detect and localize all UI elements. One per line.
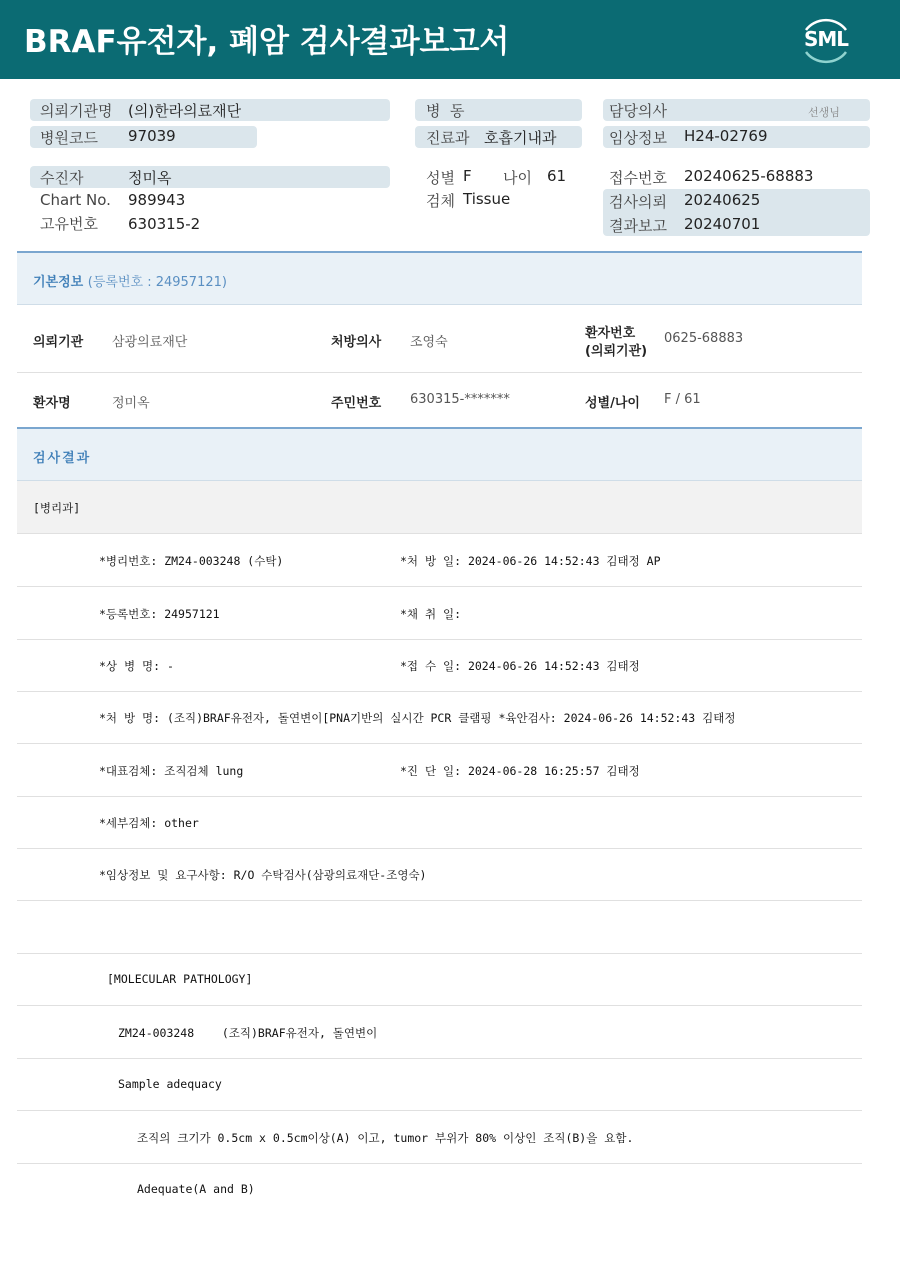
sex-value: F — [463, 167, 472, 185]
sex-age-value: F / 61 — [664, 392, 701, 407]
prescriber-label: 처방의사 — [331, 335, 382, 350]
patient-label: 수진자 — [40, 169, 84, 187]
report-header — [0, 0, 900, 79]
doctor-suffix: 선생님 — [808, 106, 840, 119]
pathology-number: *병리번호: ZM24-003248 (수탁) — [99, 554, 284, 568]
age-label: 나이 — [503, 169, 532, 187]
registration-number: (등록번호 : 24957121) — [87, 275, 227, 290]
rrn-value: 630315-******* — [410, 392, 510, 407]
patient-pill — [30, 166, 390, 188]
dept-header-row — [17, 481, 862, 534]
representative-specimen: *대표검체: 조직검체 lung — [99, 764, 244, 778]
adequacy-criteria: 조직의 크기가 0.5cm x 0.5cm이상(A) 이고, tumor 부위가 80% 이상인 조직(B)을 요함. — [137, 1131, 634, 1145]
registration-no: *등록번호: 24957121 — [99, 607, 220, 621]
sml-logo — [796, 12, 856, 68]
request-label: 검사의뢰 — [609, 193, 667, 211]
receipt-date: *접 수 일: 2024-06-26 14:52:43 김태정 — [400, 659, 640, 673]
dept-header: [병리과] — [33, 501, 81, 515]
patient-no-label-2: (의뢰기관) — [585, 344, 648, 359]
sub-specimen: *세부검체: other — [99, 816, 199, 830]
result-row — [17, 1059, 862, 1111]
result-row — [17, 1006, 862, 1059]
chart-label: Chart No. — [40, 191, 111, 209]
result-row — [17, 587, 862, 640]
uid-label: 고유번호 — [40, 215, 98, 233]
name-label: 환자명 — [33, 396, 71, 411]
receipt-value: 20240625-68883 — [684, 167, 814, 185]
institution-label: 의뢰기관명 — [40, 102, 113, 120]
clinical-request: *임상정보 및 요구사항: R/O 수탁검사(삼광의료재단-조영숙) — [99, 868, 427, 882]
prescription-date: *처 방 일: 2024-06-26 14:52:43 김태정 AP — [400, 554, 661, 568]
sex-age-label: 성별/나이 — [585, 396, 640, 411]
chart-value: 989943 — [128, 191, 186, 209]
age-value: 61 — [547, 167, 567, 185]
uid-value: 630315-2 — [128, 215, 201, 233]
inst-value: 삼광의료재단 — [112, 335, 188, 350]
dept-value: 호흡기내과 — [484, 129, 557, 147]
dept-label: 진료과 — [426, 129, 470, 147]
diagnosis-date: *진 단 일: 2024-06-28 16:25:57 김태정 — [400, 764, 640, 778]
sample-adequacy-label: Sample adequacy — [118, 1077, 222, 1091]
basic-info-row-2 — [17, 373, 862, 427]
basic-info-row-1 — [17, 305, 862, 373]
result-row-empty — [17, 901, 862, 954]
patient-no-label-1: 환자번호 — [585, 326, 636, 341]
adequacy-result: Adequate(A and B) — [137, 1182, 255, 1196]
result-row — [17, 849, 862, 901]
result-row — [17, 744, 862, 797]
basic-info-header — [17, 251, 862, 305]
basic-info-title — [33, 271, 227, 290]
basic-info-title-text: 기본정보 — [33, 275, 84, 290]
result-row — [17, 954, 862, 1006]
molecular-test-id: ZM24-003248 (조직)BRAF유전자, 돌연변이 — [118, 1026, 378, 1040]
request-value: 20240625 — [684, 191, 761, 209]
ward-label: 병 동 — [426, 102, 465, 120]
specimen-label: 검체 — [426, 192, 455, 210]
patient-value: 정미옥 — [128, 169, 172, 187]
results-title: 검사결과 — [33, 451, 92, 466]
name-value: 정미옥 — [112, 396, 150, 411]
patient-no-value: 0625-68883 — [664, 331, 744, 346]
result-row — [17, 534, 862, 587]
specimen-value: Tissue — [463, 190, 511, 208]
result-row — [17, 640, 862, 692]
prescription-name: *처 방 명: (조직)BRAF유전자, 돌연변이[PNA기반의 실시간 PCR 클램핑 *육안검사: 2024-06-26 14:52:43 김태정 — [99, 711, 736, 725]
report-label: 결과보고 — [609, 217, 667, 235]
result-row — [17, 1164, 862, 1216]
disease-name: *상 병 명: - — [99, 659, 174, 673]
result-row — [17, 797, 862, 849]
molecular-pathology-header: [MOLECULAR PATHOLOGY] — [107, 972, 253, 986]
report-value: 20240701 — [684, 215, 761, 233]
collection-date: *채 취 일: — [400, 607, 462, 621]
clinical-value: H24-02769 — [684, 127, 768, 145]
sex-label: 성별 — [426, 169, 455, 187]
doctor-label: 담당의사 — [609, 102, 667, 120]
result-row — [17, 692, 862, 744]
hospital-code-value: 97039 — [128, 127, 176, 145]
clinical-label: 임상정보 — [609, 129, 667, 147]
prescriber-value: 조영숙 — [410, 335, 448, 350]
logo-text: SML — [803, 27, 849, 51]
receipt-label: 접수번호 — [609, 169, 667, 187]
hospital-code-label: 병원코드 — [40, 129, 98, 147]
institution-value: (의)한라의료재단 — [128, 102, 242, 120]
report-title: BRAF유전자, 폐암 검사결과보고서 — [24, 24, 510, 60]
result-row — [17, 1111, 862, 1164]
results-header — [17, 427, 862, 481]
rrn-label: 주민번호 — [331, 396, 382, 411]
inst-label: 의뢰기관 — [33, 335, 84, 350]
